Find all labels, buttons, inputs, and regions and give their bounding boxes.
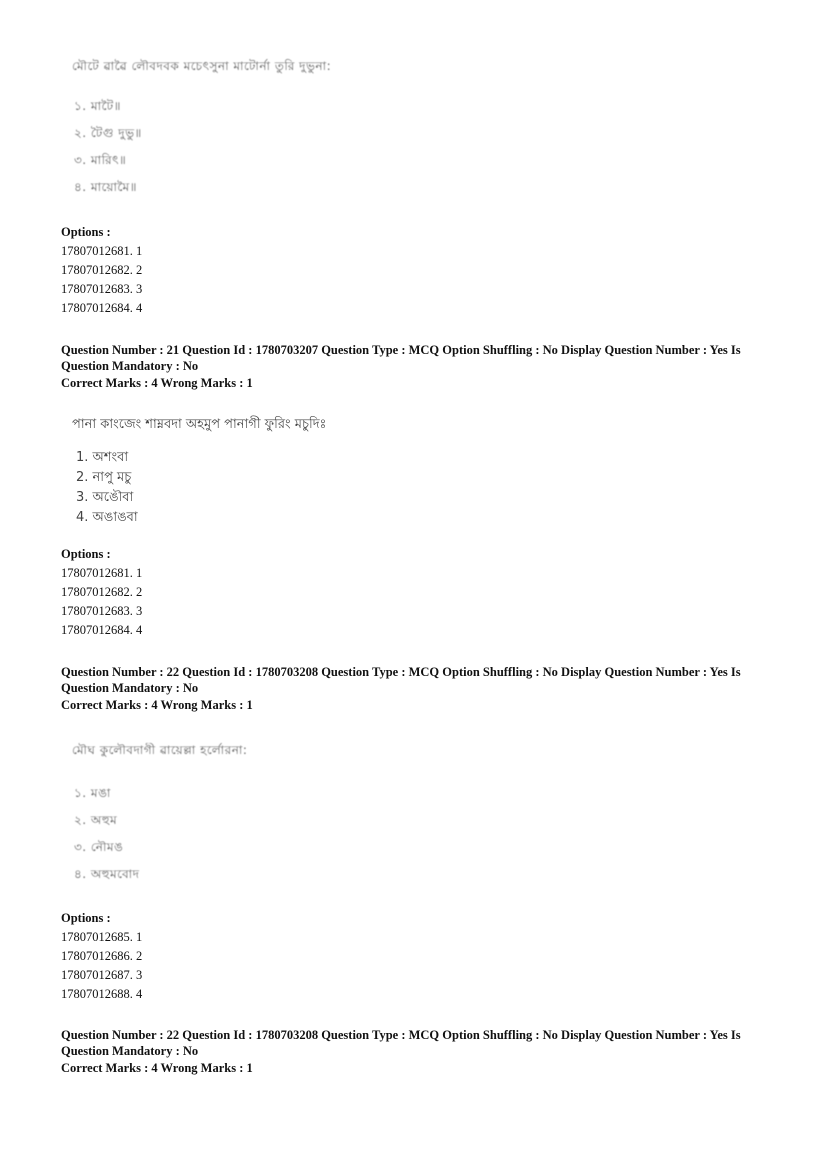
options-label: Options : bbox=[61, 225, 111, 239]
marks-line: Correct Marks : 4 Wrong Marks : 1 bbox=[61, 376, 253, 390]
option-item: 17807012684. 4 bbox=[61, 301, 143, 315]
image-option: ৩. নৌমঙ bbox=[74, 840, 124, 854]
question-stem: মৌটে ৱাৱৈ লৌবদবক মচেৎসুনা মাটোর্না তুরি দুভুনা: bbox=[72, 59, 332, 73]
option-item: 17807012682. 2 bbox=[61, 585, 143, 599]
question-mandatory: Question Mandatory : No bbox=[61, 359, 199, 373]
option-item: 17807012682. 2 bbox=[61, 263, 143, 277]
question-image-3 bbox=[72, 742, 392, 882]
option-item: 17807012681. 1 bbox=[61, 566, 143, 580]
option-item: 17807012683. 3 bbox=[61, 604, 143, 618]
question-image-2 bbox=[72, 415, 392, 525]
option-item: 17807012681. 1 bbox=[61, 244, 143, 258]
option-item: 17807012685. 1 bbox=[61, 930, 143, 944]
image-option: ৪. মায়োমৈ॥ bbox=[74, 180, 137, 194]
image-option: ৪. অহুমবোদ bbox=[74, 867, 140, 881]
image-option: 4. অঙাঙবা bbox=[76, 510, 138, 525]
marks-line: Correct Marks : 4 Wrong Marks : 1 bbox=[61, 1061, 253, 1075]
question-meta-line: Question Number : 22 Question Id : 1780703208 Question Type : MCQ Option Shuffling : No Display Question Number : Yes Is bbox=[61, 665, 741, 679]
image-option: ১. মাটৈ॥ bbox=[74, 99, 121, 113]
image-option: ২. টৈগু দুভু॥ bbox=[74, 126, 142, 140]
question-mandatory: Question Mandatory : No bbox=[61, 681, 199, 695]
image-option: ৩. মারিৎ॥ bbox=[74, 153, 127, 167]
question-stem: পানা কাংজেং শাম্নবদা অহমুপ পানাগী ফুরিং মচুদিঃ bbox=[72, 417, 327, 432]
option-item: 17807012687. 3 bbox=[61, 968, 143, 982]
question-meta-line: Question Number : 21 Question Id : 1780703207 Question Type : MCQ Option Shuffling : No Display Question Number : Yes Is bbox=[61, 343, 741, 357]
question-header bbox=[61, 342, 761, 391]
question-image-1 bbox=[72, 58, 392, 198]
marks-line: Correct Marks : 4 Wrong Marks : 1 bbox=[61, 698, 253, 712]
options-label: Options : bbox=[61, 547, 111, 561]
option-item: 17807012683. 3 bbox=[61, 282, 143, 296]
option-item: 17807012686. 2 bbox=[61, 949, 143, 963]
image-option: 2. নাপু মচু bbox=[76, 470, 132, 485]
option-item: 17807012688. 4 bbox=[61, 987, 143, 1001]
question-meta-line: Question Number : 22 Question Id : 1780703208 Question Type : MCQ Option Shuffling : No Display Question Number : Yes Is bbox=[61, 1028, 741, 1042]
options-label: Options : bbox=[61, 911, 111, 925]
question-mandatory: Question Mandatory : No bbox=[61, 1044, 199, 1058]
question-header bbox=[61, 1027, 761, 1076]
image-option: ২. অহুম bbox=[74, 813, 118, 827]
image-option: 1. অশংবা bbox=[76, 450, 129, 465]
question-header bbox=[61, 664, 761, 713]
option-item: 17807012684. 4 bbox=[61, 623, 143, 637]
question-stem: মৌঘ কুলৌবদাগী ৱায়েল্লা হর্লোরনা: bbox=[72, 743, 248, 757]
image-option: ১. মঙা bbox=[74, 786, 111, 800]
image-option: 3. অঙৌবা bbox=[76, 490, 134, 505]
